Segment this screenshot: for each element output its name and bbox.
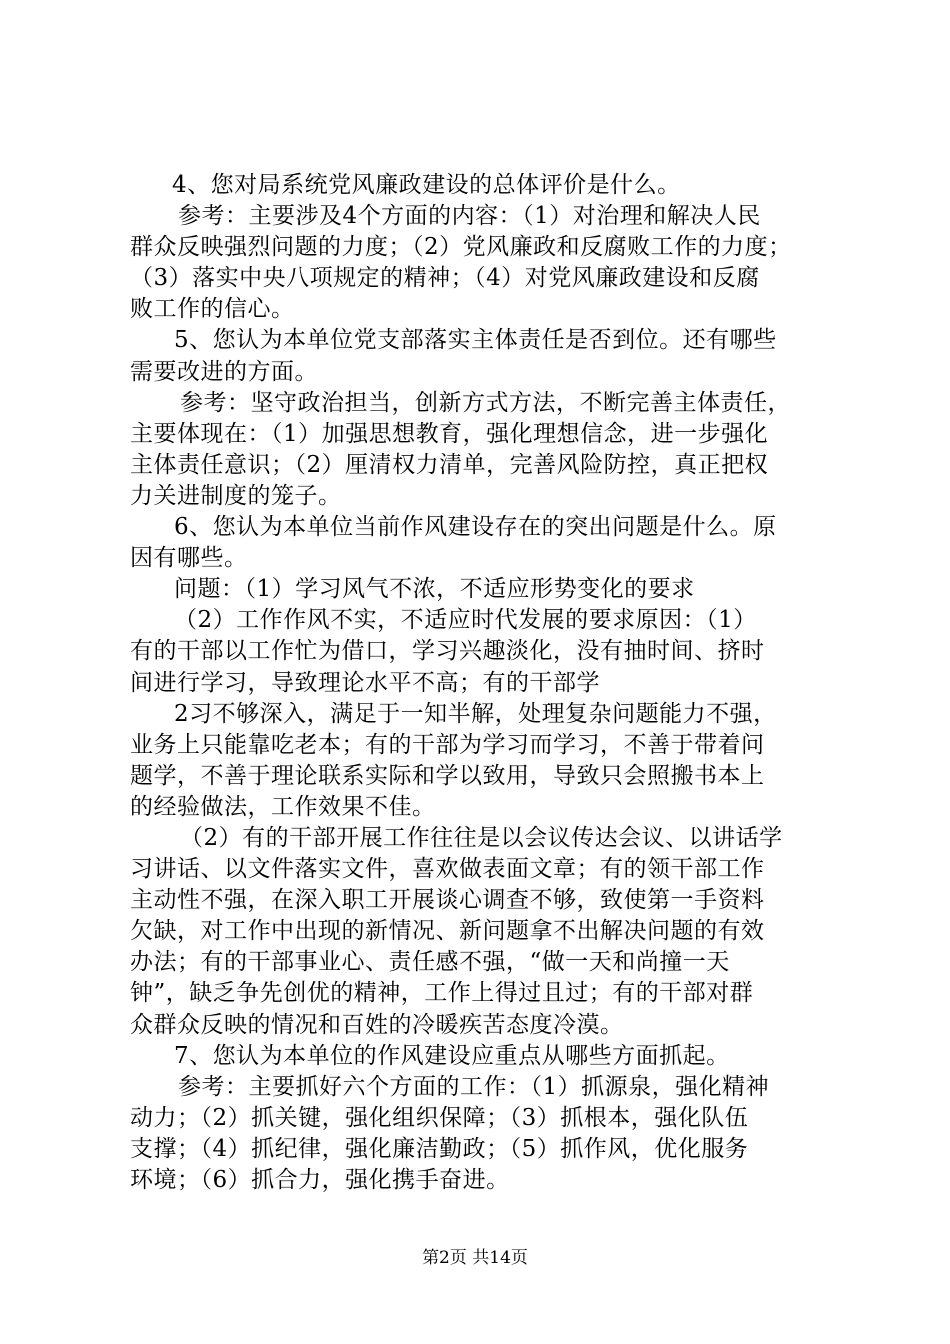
text-line: 5、您认为本单位党支部落实主体责任是否到位。还有哪些 (174, 327, 777, 354)
text-line: 4、您对局系统党风廉政建设的总体评价是什么。 (172, 172, 681, 198)
text-line: 需要改进的方面。 (130, 358, 318, 385)
text-line: 群众反映强烈问题的力度；（2）党风廉政和反腐败工作的力度； (130, 234, 792, 261)
text-line: 主体责任意识；（2）厘清权力清单，完善风险防控，真正把权 (130, 451, 769, 478)
text-line: 问题：（1）学习风气不浓，不适应形势变化的要求 (174, 576, 695, 603)
text-line: 参考：主要抓好六个方面的工作：（1）抓源泉，强化精神 (178, 1073, 770, 1100)
text-line: 环境；（6）抓合力，强化携手奋进。 (130, 1167, 510, 1193)
text-line: 有的干部以工作忙为借口，学习兴趣淡化，没有抽时间、挤时 (130, 638, 765, 665)
text-line: 业务上只能靠吃老本；有的干部为学习而学习，不善于带着问 (130, 731, 765, 758)
text-line: 力关进制度的笼子。 (130, 482, 342, 509)
text-line: 6、您认为本单位当前作风建设存在的突出问题是什么。原 (174, 514, 777, 541)
text-line: 动力；（2）抓关键，强化组织保障；（3）抓根本，强化队伍 (130, 1104, 749, 1131)
text-line: 参考：坚守政治担当，创新方式方法，不断完善主体责任， (180, 389, 791, 416)
text-line: 钟”，缺乏争先创优的精神，工作上得过且过；有的干部对群 (130, 980, 754, 1007)
text-line: 败工作的信心。 (130, 296, 295, 323)
text-line: 欠缺，对工作中出现的新情况、新问题拿不出解决问题的有效 (130, 918, 765, 945)
page-footer: 第2页 共14页 (422, 1248, 528, 1268)
text-line: （2）有的干部开展工作往往是以会议传达会议、以讲话学 (180, 824, 783, 851)
text-line: 众群众反映的情况和百姓的冷暖疾苦态度冷漠。 (130, 1011, 624, 1038)
text-line: （2）工作作风不实，不适应时代发展的要求原因：（1） (174, 607, 757, 634)
text-line: 参考：主要涉及4个方面的内容：（1）对治理和解决人民 (178, 203, 761, 230)
text-line: 主要体现在：（1）加强思想教育，强化理想信念，进一步强化 (130, 420, 769, 447)
text-line: 习讲话、以文件落实文件，喜欢做表面文章；有的领干部工作 (130, 856, 765, 883)
text-line: 因有哪些。 (130, 545, 248, 572)
text-line: 主动性不强，在深入职工开展谈心调查不够，致使第一手资料 (130, 887, 765, 914)
text-line: 支撑；（4）抓纪律，强化廉洁勤政；（5）抓作风，优化服务 (130, 1135, 749, 1162)
text-line: 间进行学习，导致理论水平不高；有的干部学 (130, 669, 600, 696)
document-body (130, 170, 842, 1196)
text-line: 2习不够深入，满足于一知半解，处理复杂问题能力不强， (174, 700, 777, 727)
text-line: （3）落实中央八项规定的精神；（4）对党风廉政建设和反腐 (130, 265, 760, 292)
text-line: 的经验做法，工作效果不佳。 (130, 793, 436, 820)
text-line: 7、您认为本单位的作风建设应重点从哪些方面抓起。 (174, 1042, 730, 1069)
text-line: 题学，不善于理论联系实际和学以致用，导致只会照搬书本上 (130, 762, 765, 789)
text-line: 办法；有的干部事业心、责任感不强，“做一天和尚撞一天 (130, 949, 730, 976)
